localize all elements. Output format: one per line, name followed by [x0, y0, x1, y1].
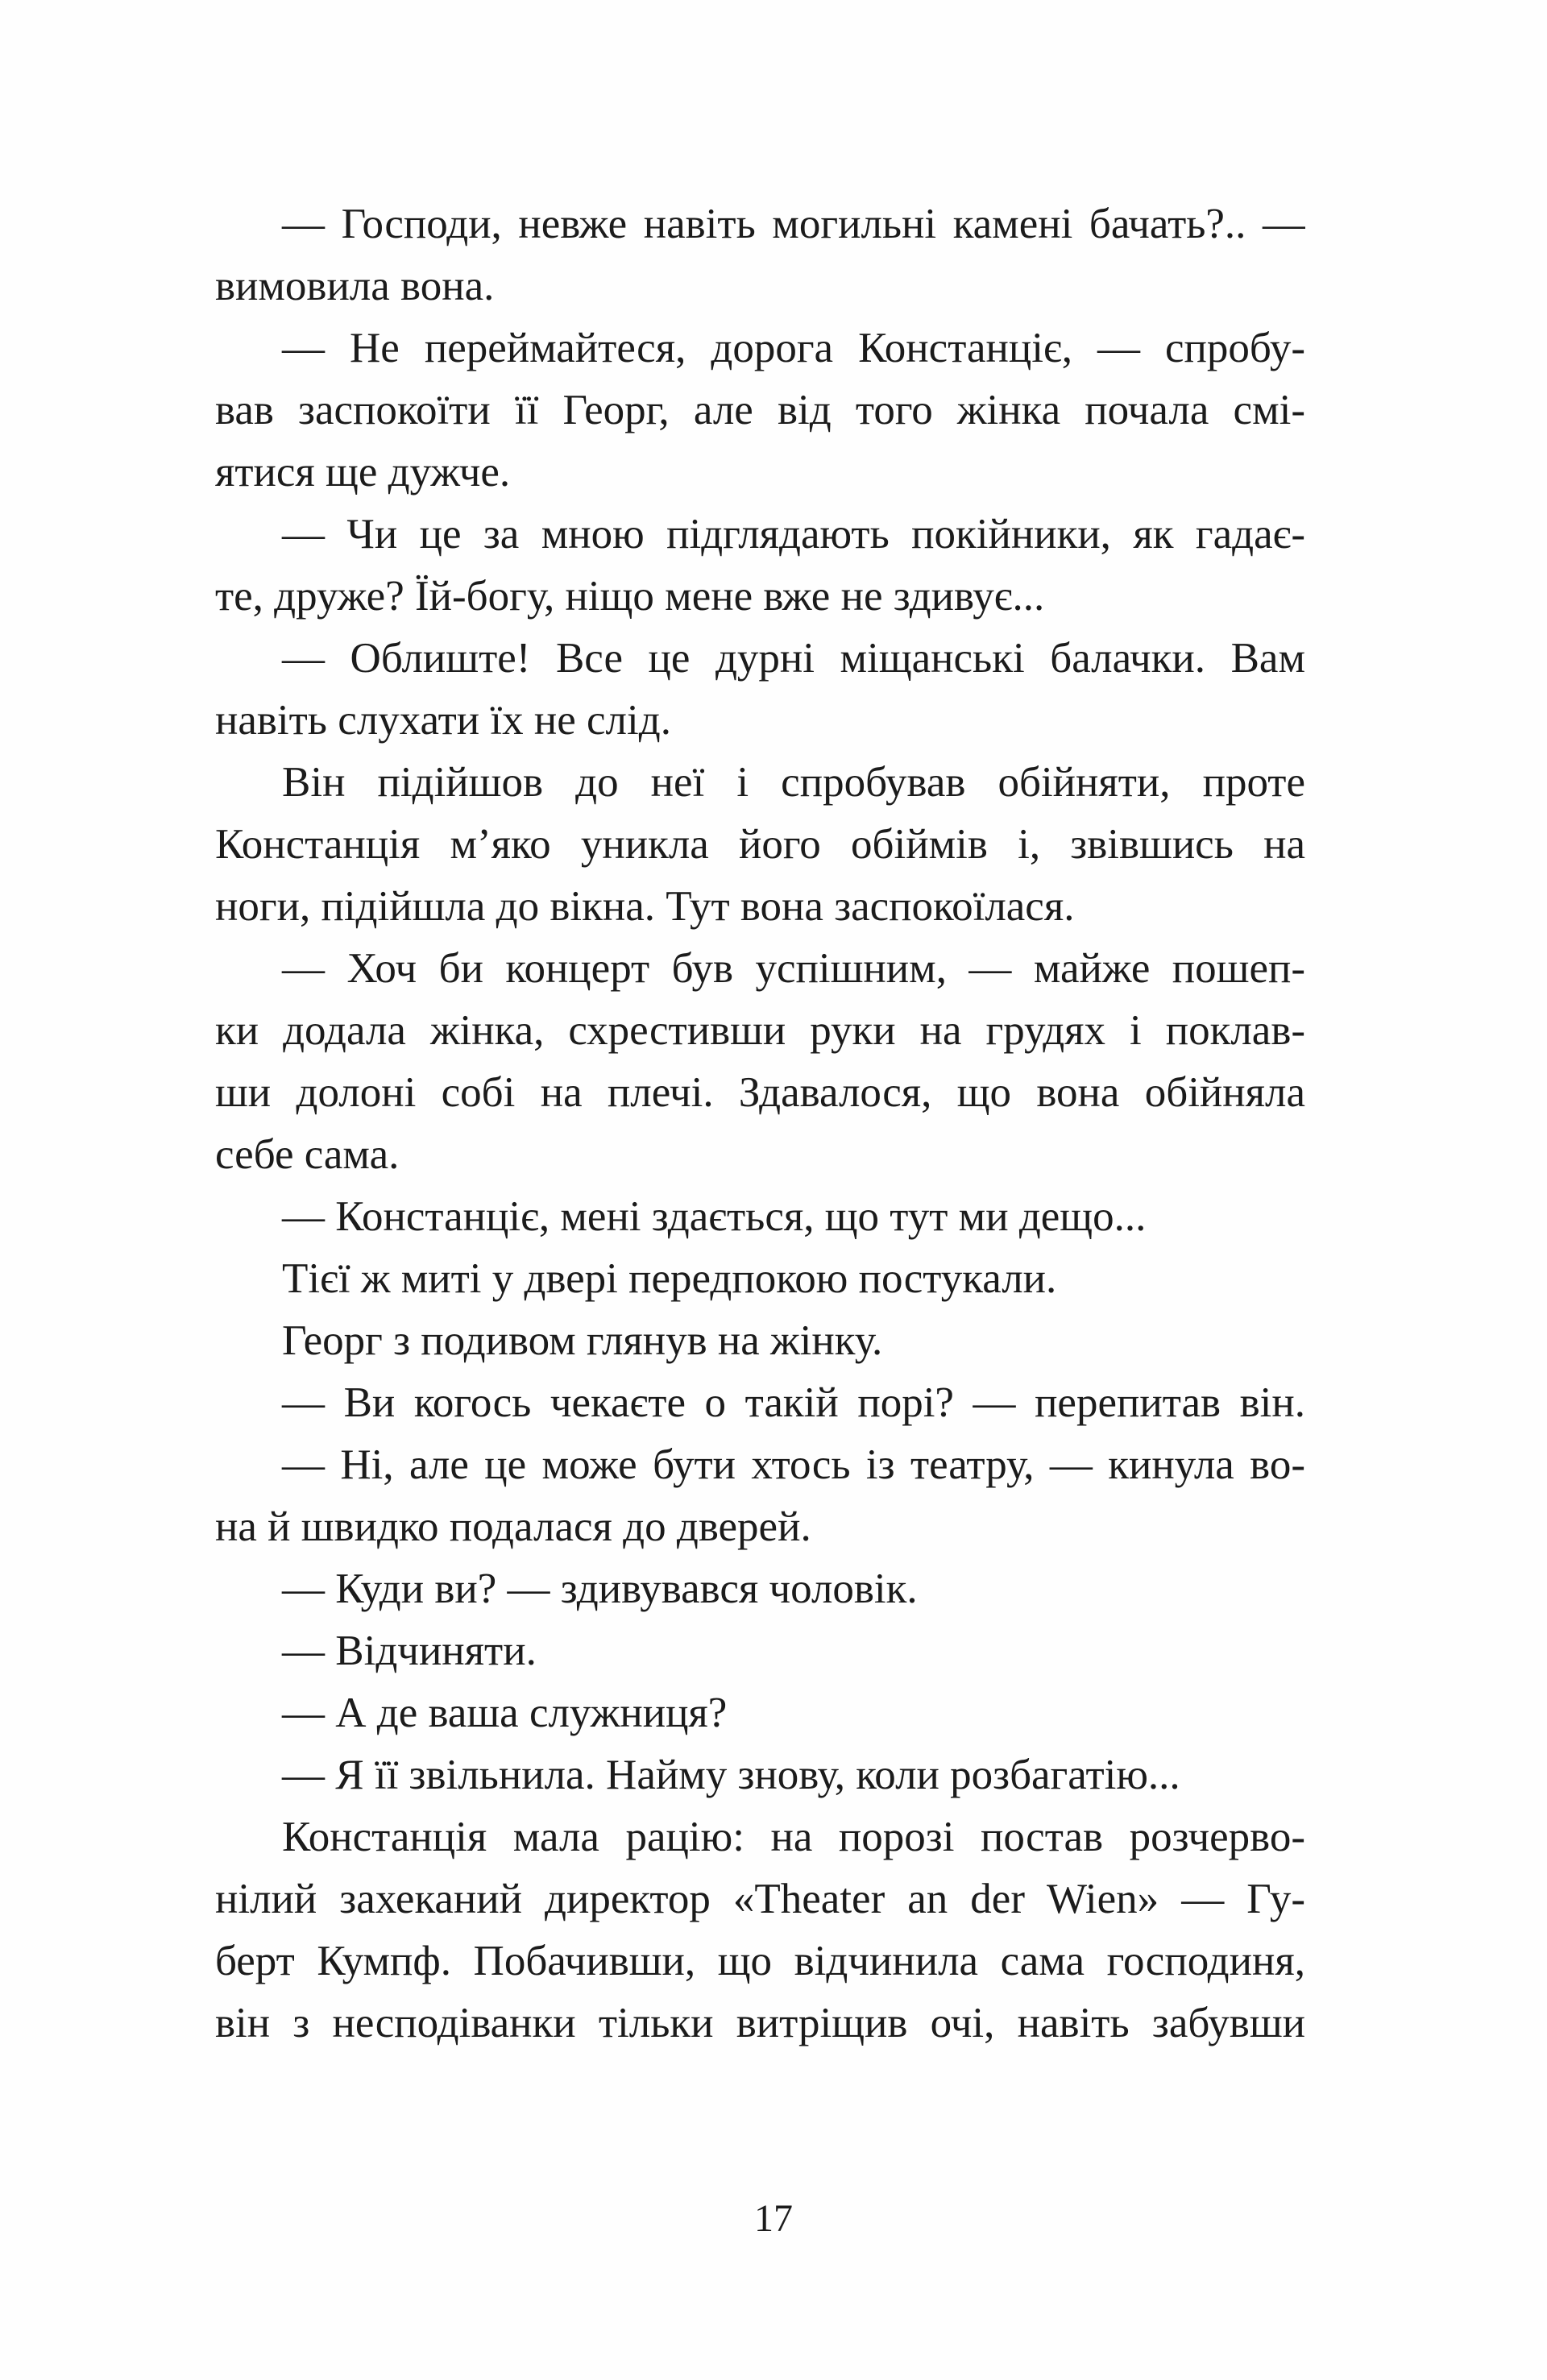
text-line: він з несподіванки тільки витріщив очі, навіть забувши	[215, 2000, 1305, 2046]
text-line: — Не переймайтеся, дорога Констанціє, — спробу-	[282, 325, 1305, 371]
text-line: — А де ваша служниця?	[282, 1690, 728, 1736]
text-line: — Констанціє, мені здається, що тут ми дещо...	[282, 1193, 1147, 1240]
text-line: на й швидко подалася до дверей.	[215, 1503, 811, 1550]
text-line: — Господи, невже навіть могильні камені бачать?.. —	[282, 201, 1305, 247]
text-line: себе сама.	[215, 1131, 400, 1178]
text-line: Тієї ж миті у двері передпокою постукали.	[282, 1255, 1057, 1302]
text-line: нілий захеканий директор «Theater an der Wien» — Гу-	[215, 1876, 1305, 1922]
text-line: вав заспокоїти її Георг, але від того жінка почала смі-	[215, 387, 1305, 433]
text-line: — Я її звільнила. Найму знову, коли розбагатію...	[282, 1752, 1180, 1798]
text-line: берт Кумпф. Побачивши, що відчинила сама господиня,	[215, 1938, 1305, 1984]
text-line: ки додала жінка, схрестивши руки на грудях і поклав-	[215, 1007, 1305, 1054]
text-line: Констанція мала рацію: на порозі постав розчерво-	[282, 1814, 1305, 1860]
page-text-block	[215, 193, 1305, 2055]
page-number: 17	[754, 2197, 793, 2240]
text-line: вимовила вона.	[215, 263, 495, 309]
text-line: — Ні, але це може бути хтось із театру, — кинула во-	[282, 1441, 1305, 1488]
text-line: ноги, підійшла до вікна. Тут вона заспокоїлася.	[215, 883, 1075, 930]
text-line: навіть слухати їх не слід.	[215, 697, 671, 744]
text-line: — Хоч би концерт був успішним, — майже пошеп-	[282, 945, 1305, 992]
text-line: — Ви когось чекаєте о такій порі? — перепитав він.	[282, 1379, 1305, 1426]
text-line: — Відчиняти.	[282, 1627, 537, 1674]
text-line: ши долоні собі на плечі. Здавалося, що вона обійняла	[215, 1069, 1305, 1116]
text-line: Констанція м’яко уникла його обіймів і, звівшись на	[215, 821, 1305, 868]
text-line: Він підійшов до неї і спробував обійняти, проте	[282, 759, 1305, 806]
text-line: — Чи це за мною підглядають покійники, як гадає-	[282, 511, 1305, 558]
text-line: ятися ще дужче.	[215, 449, 511, 495]
text-line: — Облиште! Все це дурні міщанські балачки. Вам	[282, 635, 1305, 682]
text-line: Георг з подивом глянув на жінку.	[282, 1317, 883, 1364]
text-line: — Куди ви? — здивувався чоловік.	[282, 1565, 918, 1612]
text-line: те, друже? Їй-богу, ніщо мене вже не здивує...	[215, 573, 1045, 620]
